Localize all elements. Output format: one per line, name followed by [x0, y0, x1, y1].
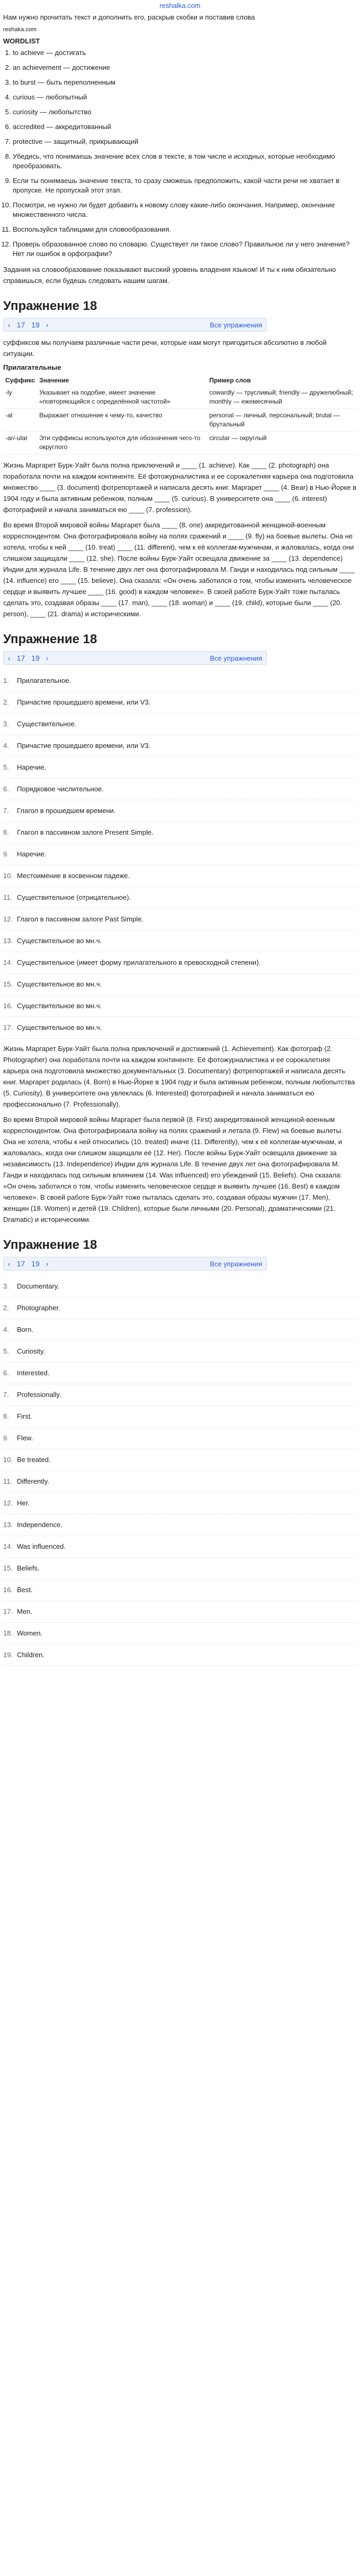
exercise-text: Во время Второй мировой войны Маргарет была ____ (8. one) аккредитованной женщиной-военным корреспондентом. Она фотографировала войну на полях сражений и ____ (9. fly) на боевые вылеты. Она не хотела, чтобы к ней ____ (10. treat) ____ (11. different), чем к её коллегам-мужчинам, и жаловалась, когда они слишком защищали ____ (12. she). После войны Бурк-Уайт освещала движение за ____ (13. dependence) Индии для журнала Life. В течение двух лет она фотографировала М. Ганди и находилась под сильным ____ (14. influence) его ____ (15. believe). Она сказала: «Он очень заботился о том, чтобы изменить человеческое сердце и выявить лучшее ____ (16. good) в каждом человеке». В своей работе Бурк-Уайт тоже пыталась сделать это, создавая образы ____ (17. man), ____ (18. woman) и ____ (19. child), которые были ____ (20. person), ____ (21. drama) и историческими. [3, 521, 355, 618]
intro-text: Нам нужно прочитать текст и дополнить его, раскрыв скобки и поставив слова [3, 13, 255, 21]
exercise-title: Упражнение 18 [3, 1238, 97, 1252]
list-item: 10. Местоимение в косвенном падеже. [3, 865, 357, 887]
list-item: 7. protective — защитный, прикрывающий [13, 137, 357, 147]
prev-arrow-icon[interactable]: ‹ [8, 654, 11, 662]
list-item: 6. Interested. [3, 1363, 357, 1384]
next-arrow-icon[interactable]: › [46, 654, 49, 662]
list-item: 9. Наречие. [3, 844, 357, 865]
answer-text: Во время Второй мировой войны Маргарет была первой (8. First) аккредитованной женщиной-военным корреспондентом. Она фотографировала войну на полях сражений и летала (9. Flew) на боевые вылеты. Она не хотела, чтобы к ней относились (10. treated) иначе (11. Differently), чем к её коллегам-мужчинам, и жаловалась, когда они слишком защищали её (12. Her). После войны Бурк-Уайт освещала движение за независимость (13. Independence) Индии для журнала Life. В течение двух лет она фотографировала М. Ганди и находилась под сильным влиянием (14. Was influenced) его убеждений (15. Beliefs). Она сказала: «Он очень заботился о том, чтобы изменить человеческое сердце и выявить лучшее (16. Best) в каждом человеке». В своей работе Бурк-Уайт тоже пыталась сделать это, создавая образы мужчин (17. Men), женщин (18. Women) и детей (19. Children), которые были личными (20. Personal), драматическими (21. Dramatic) и историческими. [3, 1116, 343, 1223]
list-item: 12. Her. [3, 1493, 357, 1514]
next-exercise-link[interactable]: 19 [31, 654, 40, 662]
list-item: 6. accredited — аккредитованный [13, 122, 357, 132]
wordlist-title: WORDLIST [3, 37, 40, 45]
table-row [3, 409, 357, 432]
prev-exercise-link[interactable]: 17 [16, 654, 25, 662]
list-item: 19. Children. [3, 1645, 357, 1666]
table-caption: Прилагательные [3, 363, 61, 371]
list-item: 12. Проверь образованное слово по словарю. Существует ли такое слово? Правильное ли у него значение? Нет ли ошибок в орфографии? [13, 240, 357, 259]
list-item: 18. Women. [3, 1623, 357, 1645]
list-item: 5. Наречие. [3, 757, 357, 779]
list-item: 17. Существительное во мн.ч. [3, 1017, 357, 1039]
table-cell: circular — округлый [207, 432, 357, 454]
list-item: 10. Посмотри, не нужно ли будет добавить к новому слову какие-либо окончания. Например, окончание множественного числа. [13, 200, 357, 220]
answer-text: Жизнь Маргарет Бурк-Уайт была полна приключений и достижений (1. Achievement). Как фотограф (2. Photographer) она поработала почти на каждом континенте. Её фотожурналистика и ее сорокалетняя карьера она подготовила множество документальных (3. Documentary) фотрепортажей и написала десять книг. Маргарет родилась (4. Born) в Нью-Йорке в 1904 году и была активным ребенком, полным любопытства (5. Curiosity). В университете она увлеклась (6. Interested) фотографией и начала заниматься ею профессионально (7. Professionally). [3, 1045, 355, 1108]
list-item: 3. Documentary. [3, 1276, 357, 1298]
list-item: 13. Существительное во мн.ч. [3, 930, 357, 952]
next-arrow-icon[interactable]: › [46, 1259, 49, 1268]
next-arrow-icon[interactable]: › [46, 321, 49, 329]
list-item: 2. Причастие прошедшего времени, или V3. [3, 692, 357, 714]
list-item: 3. Существительное. [3, 714, 357, 735]
list-item: 8. Глагол в пассивном залоге Present Simple. [3, 822, 357, 844]
list-item: 11. Воспользуйся таблицами для словообразования. [13, 225, 357, 234]
list-item: 13. Independence. [3, 1514, 357, 1536]
answers-list [3, 1276, 357, 1666]
exercise-title: Упражнение 18 [3, 299, 97, 313]
list-item: 12. Глагол в пассивном залоге Past Simple. [3, 909, 357, 930]
suffix-table [3, 374, 357, 454]
answers-list [3, 670, 357, 1039]
exercise-nav [3, 651, 267, 665]
table-cell: Выражает отношение к чему-то, качество [37, 409, 207, 432]
list-item: 4. Причастие прошедшего времени, или V3. [3, 735, 357, 757]
list-item: 7. Professionally. [3, 1384, 357, 1406]
table-cell: Эти суффиксы используются для обозначения чего-то округлого [37, 432, 207, 454]
list-item: 9. Flew. [3, 1428, 357, 1449]
table-cell: -al [3, 409, 37, 432]
table-cell: personal — личный, персональный; brutal — брутальный [207, 409, 357, 432]
prev-exercise-link[interactable]: 17 [16, 321, 25, 329]
list-item: 2. Photographer. [3, 1298, 357, 1319]
watermark: reshaka.com [3, 26, 37, 33]
list-item: 4. Born. [3, 1319, 357, 1341]
all-exercises-link[interactable]: Все упражнения [210, 1259, 262, 1268]
next-exercise-link[interactable]: 19 [31, 321, 40, 329]
list-item: 4. curious — любопытный [13, 93, 357, 102]
list-item: 1. to achieve — достигать [13, 48, 357, 58]
paragraph: Задания на словообразование показывают высокий уровень владения языком! И ты к ним обязательно справишься, если будешь следовать нашим шагам. [3, 266, 336, 285]
list-item: 15. Существительное во мн.ч. [3, 974, 357, 995]
list-item: 15. Beliefs. [3, 1558, 357, 1579]
wordlist [3, 48, 357, 259]
all-exercises-link[interactable]: Все упражнения [210, 654, 262, 662]
list-item: 3. to burst — быть переполненным [13, 78, 357, 87]
exercise-title: Упражнение 18 [3, 632, 97, 646]
list-item: 14. Существительное (имеет форму прилагательного в превосходной степени). [3, 952, 357, 974]
table-cell: -ar/-ular [3, 432, 37, 454]
exercise-text: Жизнь Маргарет Бурк-Уайт была полна приключений и ____ (1. achieve). Как ____ (2. photograph) она поработала почти на каждом континенте. Её фотожурналистика и ее сорокалетняя карьера она подготовила множество ____ (3. document) фотрепортажей и написала десять книг. Маргарет ____ (4. Bear) в Нью-Йорке в 1904 году и была активным ребенком, полным ____ (5. curious). В университете она ____ (6. interest) фотографией и начала заниматься ею ____ (7. profession). [3, 461, 357, 514]
suffix-intro: суффиксов мы получаем различные части речи, которые нам могут пригодиться абсолютно в любой ситуации. [3, 339, 327, 358]
list-item: 11. Differently. [3, 1471, 357, 1493]
table-cell: Указывает на подобие, имеет значение «повторяющийся с определённой частотой» [37, 386, 207, 409]
table-row [3, 386, 357, 409]
table-header-row [3, 374, 357, 386]
list-item: 17. Men. [3, 1601, 357, 1623]
list-item: 8. First. [3, 1406, 357, 1428]
table-header: Значение [39, 377, 69, 384]
list-item: 16. Best. [3, 1579, 357, 1601]
table-cell: -ly [3, 386, 37, 409]
exercise-nav [3, 318, 267, 332]
exercise-nav [3, 1257, 267, 1271]
next-exercise-link[interactable]: 19 [31, 1259, 40, 1268]
prev-arrow-icon[interactable]: ‹ [8, 321, 11, 329]
list-item: 8. Убедись, что понимаешь значение всех слов в тексте, в том числе и исходных, которые необходимо преобразовать. [13, 152, 357, 171]
table-cell: cowardly — трусливый; friendly — дружелюбный; monthly — ежемесячный [207, 386, 357, 409]
list-item: 5. curiosity — любопытство [13, 107, 357, 117]
list-item: 2. an achievement — достижение [13, 63, 357, 72]
list-item: 6. Порядковое числительное. [3, 779, 357, 800]
all-exercises-link[interactable]: Все упражнения [210, 321, 262, 329]
list-item: 1. Прилагательное. [3, 670, 357, 692]
list-item: 7. Глагол в прошедшем времени. [3, 800, 357, 822]
list-item: 10. Be treated. [3, 1449, 357, 1471]
table-header: Пример слов [209, 377, 251, 384]
site-url[interactable]: reshalka.com [159, 2, 201, 10]
list-item: 16. Существительное во мн.ч. [3, 995, 357, 1017]
list-item: 9. Если ты понимаешь значение текста, то сразу сможешь предположить, какой части речи не хватает в пропуске. Не пропускай этот этап. [13, 176, 357, 195]
table-header: Суффикс [5, 377, 35, 384]
list-item: 5. Curiosity. [3, 1341, 357, 1363]
list-item: 11. Существительное (отрицательное). [3, 887, 357, 909]
list-item: 14. Was influenced. [3, 1536, 357, 1558]
prev-arrow-icon[interactable]: ‹ [8, 1259, 11, 1268]
table-row [3, 432, 357, 454]
prev-exercise-link[interactable]: 17 [16, 1259, 25, 1268]
